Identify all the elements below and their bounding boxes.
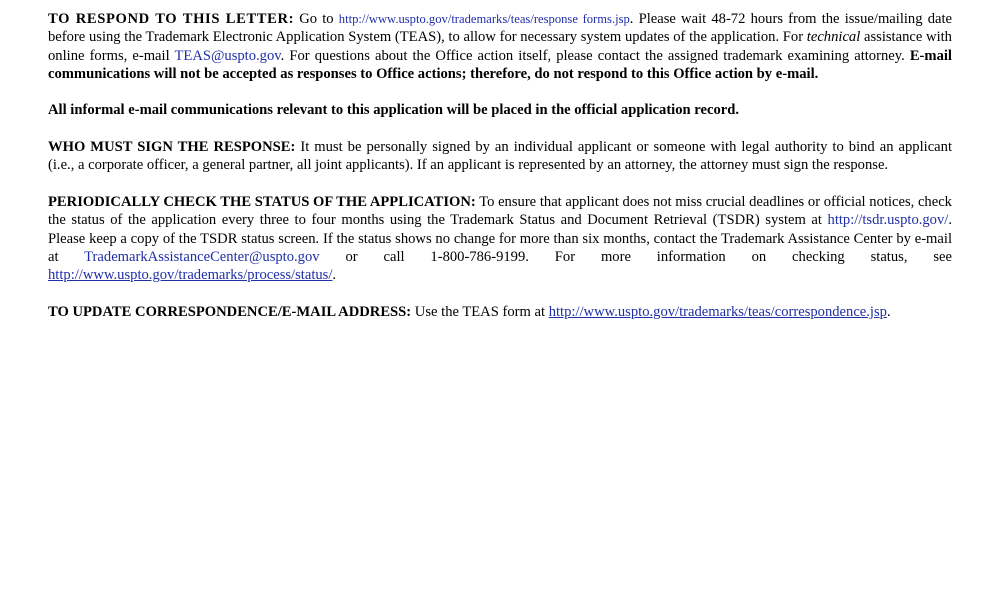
status-text-4: .: [332, 267, 337, 284]
status-heading: PERIODICALLY CHECK THE STATUS OF THE APPLICATION:: [48, 193, 476, 210]
status-paragraph: [48, 193, 952, 284]
status-process-link[interactable]: http://www.uspto.gov/trademarks/process/status/: [48, 267, 333, 284]
update-text-1: Use the TEAS form at: [411, 303, 549, 320]
update-paragraph: [48, 303, 952, 321]
respond-email-warning: E-mail communications will not be accepted as responses to Office actions; therefore, do not respond to this Office action by e-mail.: [48, 47, 952, 82]
correspondence-form-link[interactable]: http://www.uspto.gov/trademarks/teas/correspondence.jsp: [548, 303, 887, 320]
update-text-2: .: [886, 303, 891, 320]
response-forms-link[interactable]: http://www.uspto.gov/trademarks/teas/response forms.jsp: [338, 12, 630, 26]
letter-page: [48, 10, 952, 321]
sign-heading: WHO MUST SIGN THE RESPONSE:: [48, 139, 296, 156]
respond-text-4: . For questions about the Office action itself, please contact the assigned trademark examining attorney.: [280, 47, 910, 64]
respond-heading: TO RESPOND TO THIS LETTER:: [48, 11, 295, 27]
respond-technical-italic: technical: [806, 29, 861, 46]
tac-email-link[interactable]: TrademarkAssistanceCenter@uspto.gov: [84, 248, 320, 265]
sign-paragraph: [48, 138, 952, 175]
teas-email-link[interactable]: TEAS@uspto.gov: [174, 47, 281, 64]
respond-text-3: assistance with online forms, e-mail: [48, 29, 952, 64]
status-text-1: To ensure that applicant does not miss crucial deadlines or official notices, check the status of the application every three to four months using the Trademark Status and Document Retrieval (TSDR) system at: [48, 193, 952, 229]
status-text-3: or call 1-800-786-9199. For more information on checking status, see: [319, 248, 953, 265]
respond-text-2: . Please wait 48-72 hours from the issue/mailing date before using the Trademark Electronic Application System (TEAS), to allow for necessary system updates of the application. For: [48, 11, 952, 46]
tsdr-link[interactable]: http://tsdr.uspto.gov/: [827, 212, 949, 229]
update-heading: TO UPDATE CORRESPONDENCE/E-MAIL ADDRESS:: [48, 303, 412, 320]
status-text-2: . Please keep a copy of the TSDR status screen. If the status shows no change for more than six months, contact the Trademark Assistance Center by e-mail at: [48, 212, 952, 265]
respond-paragraph: [48, 10, 952, 83]
informal-email-notice: All informal e-mail communications relevant to this application will be placed in the official application record.: [48, 102, 740, 119]
sign-text: It must be personally signed by an individual applicant or someone with legal authority to bind an applicant (i.e., a corporate officer, a general partner, all joint applicants). If an applicant is represented by an attorney, the attorney must sign the response.: [48, 139, 952, 174]
respond-text-1: Go to: [294, 11, 339, 27]
